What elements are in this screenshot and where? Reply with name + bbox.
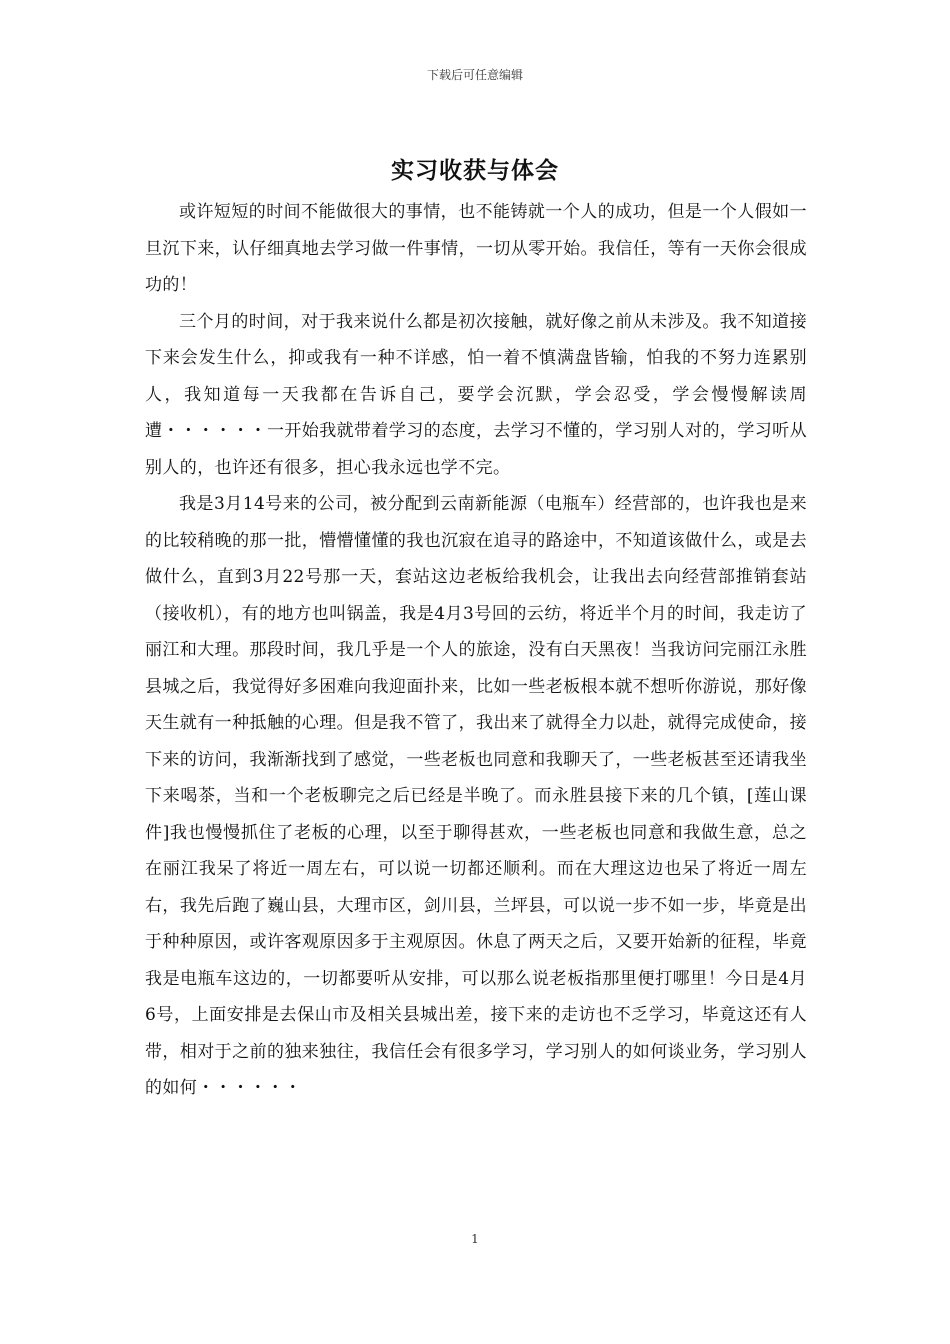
paragraph-3: 我是3月14号来的公司，被分配到云南新能源（电瓶车）经营部的，也许我也是来的比较稍晚的那一批，懵懵懂懂的我也沉寂在追寻的路途中，不知道该做什么，或是去做什么，直到3月22号那一天，套站这边老板给我机会，让我出去向经营部推销套站（接收机），有的地方也叫锅盖，我是4月3号回的云纺，将近半个月的时间，我走访了丽江和大理。那段时间，我几乎是一个人的旅途，没有白天黑夜！当我访问完丽江永胜县城之后，我觉得好多困难向我迎面扑来，比如一些老板根本就不想听你游说，那好像天生就有一种抵触的心理。但是我不管了，我出来了就得全力以赴，就得完成使命，接下来的访问，我渐渐找到了感觉，一些老板也同意和我聊天了，一些老板甚至还请我坐下来喝茶，当和一个老板聊完之后已经是半晚了。而永胜县接下来的几个镇，[莲山课件]我也慢慢抓住了老板的心理，以至于聊得甚欢，一些老板也同意和我做生意，总之在丽江我呆了将近一周左右，可以说一切都还顺利。而在大理这边也呆了将近一周左右，我先后跑了巍山县，大理市区，剑川县，兰坪县，可以说一步不如一步，毕竟是出于种种原因，或许客观原因多于主观原因。休息了两天之后，又要开始新的征程，毕竟我是电瓶车这边的，一切都要听从安排，可以那么说老板指那里便打哪里！今日是4月6号，上面安排是去保山市及相关县城出差，接下来的走访也不乏学习，毕竟这还有人带，相对于之前的独来独往，我信任会有很多学习，学习别人的如何谈业务，学习别人的如何・・・・・・ xyxy=(145,494,807,1098)
document-title: 实习收获与体会 xyxy=(391,157,559,184)
page-number: 1 xyxy=(471,1232,479,1246)
document-body xyxy=(145,194,807,1107)
paragraph-2: 三个月的时间，对于我来说什么都是初次接触，就好像之前从未涉及。我不知道接下来会发生什么，抑或我有一种不详感，怕一着不慎满盘皆输，怕我的不努力连累别人，我知道每一天我都在告诉自己，要学会沉默，学会忍受，学会慢慢解读周遭・・・・・・一开始我就带着学习的态度，去学习不懂的，学习别人对的，学习听从别人的，也许还有很多，担心我永远也学不完。 xyxy=(145,311,807,478)
page-header-note: 下载后可任意编辑 xyxy=(426,68,523,82)
paragraph-1: 或许短短的时间不能做很大的事情，也不能铸就一个人的成功，但是一个人假如一旦沉下来，认仔细真地去学习做一件事情，一切从零开始。我信任，等有一天你会很成功的！ xyxy=(145,202,807,295)
